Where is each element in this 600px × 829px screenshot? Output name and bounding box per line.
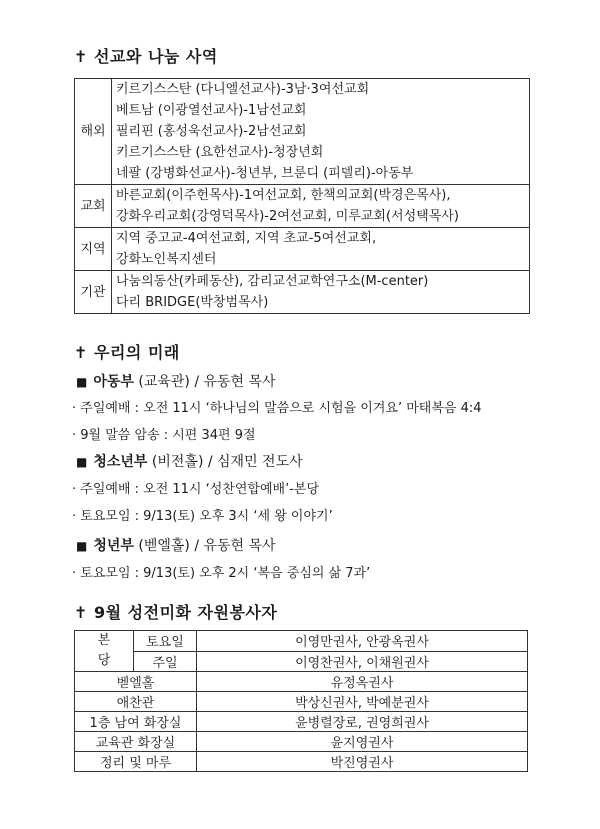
mission-table	[74, 78, 530, 314]
cross-icon: ✝	[74, 343, 88, 362]
mission-line: 강화노인복지센터	[116, 252, 217, 267]
volunteer-names: 이영찬권사, 이채원권사	[197, 651, 528, 672]
square-bullet-icon: ■	[76, 375, 88, 389]
mission-row-institution	[75, 271, 530, 314]
future-section-title: ✝ 우리의 미래	[74, 343, 180, 362]
volunteer-row	[75, 651, 528, 672]
mission-line: 강화우리교회(강영덕목사)-2여선교회, 미루교회(서성택목사)	[116, 209, 459, 224]
youth-dept-line: · 토요모임 : 9/13(토) 오후 3시 ‘세 왕 이야기’	[72, 509, 333, 524]
volunteer-names: 박상신권사, 박예분권사	[197, 692, 528, 712]
children-dept-line: · 주일예배 : 오전 11시 ‘하나님의 말씀으로 시험을 이겨요’ 마태복음 4:4	[72, 401, 482, 416]
volunteer-table	[74, 630, 528, 772]
mission-line: 키르기스스탄 (요한선교사)-청장년회	[116, 145, 324, 160]
square-bullet-icon: ■	[76, 455, 88, 469]
volunteer-label: 애찬관	[75, 692, 197, 712]
cross-icon: ✝	[74, 603, 88, 622]
mission-line: 필리핀 (홍성욱선교사)-2남선교회	[116, 124, 307, 139]
volunteer-row	[75, 732, 528, 752]
volunteer-row	[75, 712, 528, 732]
mission-line: 베트남 (이광열선교사)-1남선교회	[116, 103, 307, 118]
mission-row-church	[75, 185, 530, 228]
young-adults-dept-line: · 토요모임 : 9/13(토) 오후 2시 ‘복음 중심의 삶 7과’	[72, 566, 371, 581]
youth-dept-line: · 주일예배 : 오전 11시 ‘성찬연합예배’-본당	[72, 482, 320, 497]
volunteer-label: 정리 및 마루	[75, 752, 197, 772]
volunteer-row	[75, 631, 528, 652]
mission-category: 기관	[75, 271, 112, 314]
volunteer-label: 주일	[134, 651, 197, 672]
mission-category: 해외	[75, 79, 112, 185]
mission-row-local	[75, 228, 530, 271]
square-bullet-icon: ■	[76, 539, 88, 553]
mission-row-overseas	[75, 79, 530, 185]
cross-icon: ✝	[74, 47, 88, 66]
mission-category: 지역	[75, 228, 112, 271]
volunteer-row	[75, 692, 528, 712]
volunteer-label: 벧엘홀	[75, 672, 197, 692]
mission-category: 교회	[75, 185, 112, 228]
volunteer-row	[75, 752, 528, 772]
children-dept-heading: ■ 아동부 (교육관) / 유동현 목사	[76, 374, 276, 390]
volunteers-section-title: ✝ 9월 성전미화 자원봉사자	[74, 603, 278, 622]
mission-line: 키르기스스탄 (다니엘선교사)-3남·3여선교회	[116, 82, 370, 97]
mission-line: 네팔 (강병화선교사)-청년부, 브룬디 (피델리)-아동부	[116, 166, 414, 181]
volunteer-label: 토요일	[134, 631, 197, 652]
young-adults-dept-heading: ■ 청년부 (벧엘홀) / 유동현 목사	[76, 538, 276, 554]
youth-dept-heading: ■ 청소년부 (비전홀) / 심재민 전도사	[76, 454, 303, 470]
mission-section-title: ✝ 선교와 나눔 사역	[74, 47, 218, 66]
volunteer-names: 박진영권사	[197, 752, 528, 772]
volunteer-label: 1층 남여 화장실	[75, 712, 197, 732]
volunteer-names: 유정옥권사	[197, 672, 528, 692]
mission-line: 나눔의동산(카페동산), 감리교선교학연구소(M-center)	[116, 274, 429, 289]
volunteer-row	[75, 672, 528, 692]
volunteer-names: 윤병렬장로, 권영희권사	[197, 712, 528, 732]
mission-line: 바른교회(이주헌목사)-1여선교회, 한책의교회(박경은목사),	[116, 188, 451, 203]
mission-line: 다리 BRIDGE(박창범목사)	[116, 295, 269, 310]
volunteer-label: 교육관 화장실	[75, 732, 197, 752]
volunteer-names: 이영만권사, 안광옥권사	[197, 631, 528, 652]
mission-line: 지역 중고교-4여선교회, 지역 초교-5여선교회,	[116, 231, 377, 246]
main-hall-cell: 본 당	[75, 631, 134, 672]
volunteer-names: 윤지영권사	[197, 732, 528, 752]
children-dept-line: · 9월 말씀 암송 : 시편 34편 9절	[72, 428, 256, 443]
